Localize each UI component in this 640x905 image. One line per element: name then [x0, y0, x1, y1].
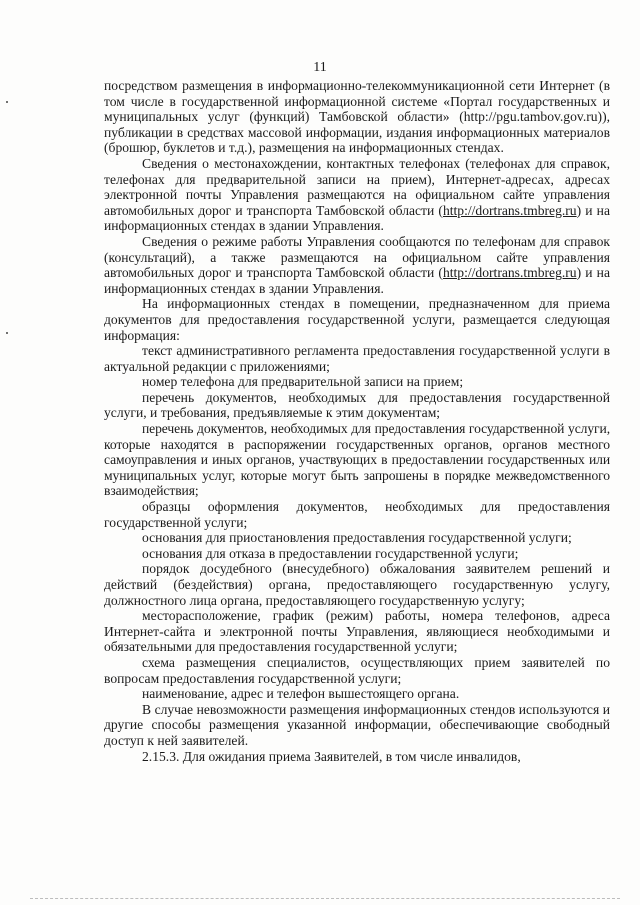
paragraph-text: ) и на информационных стендах в здании Управления. — [104, 265, 610, 296]
website-link[interactable]: http://dortrans.tmbreg.ru — [442, 265, 577, 281]
list-item: основания для отказа в предоставлении государственной услуги; — [142, 545, 519, 561]
scan-mark — [6, 101, 8, 103]
website-link[interactable]: http://dortrans.tmbreg.ru — [442, 202, 577, 218]
list-item: образцы оформления документов, необходимых для предоставления государственной услуги; — [104, 499, 610, 530]
list-item: номер телефона для предварительной записи на прием; — [142, 374, 464, 390]
paragraph — [104, 156, 610, 234]
paragraph-text: Сведения о режиме работы Управления сообщаются по телефонам для справок (консультаций), а также размещаются на официальном сайте управления автомобильных дорог и транспорта Тамбовской области ( — [104, 233, 610, 281]
list-item: текст административного регламента предоставления государственной услуги в актуальной редакции с приложениями; — [104, 343, 610, 374]
list-item: порядок досудебного (внесудебного) обжалования заявителем решений и действий (бездействия) органа, предоставляющего государственную услугу, должностного лица органа, предоставляющего государственную услугу; — [104, 561, 610, 608]
list-item: месторасположение, график (режим) работы, номера телефонов, адреса Интернет-сайта и электронной почты Управления, являющиеся необходимыми и обязательными для предоставления государственной услуги; — [104, 608, 610, 655]
list-item: схема размещения специалистов, осуществляющих прием заявителей по вопросам предоставления государственной услуги; — [104, 654, 610, 686]
paragraph: На информационных стендах в помещении, предназначенном для приема документов для предоставления государственной услуги, размещается следующая информация: — [104, 296, 610, 343]
list-item: перечень документов, необходимых для предоставления государственной услуги, которые находятся в распоряжении государственных органов, органов местного самоуправления и иных органов, участвующих в предоставлении государственных или муниципальных услуг, которые могут быть запрошены в порядке межведомственного взаимодействия; — [104, 421, 610, 499]
document-body — [104, 78, 610, 764]
paragraph: посредством размещения в информационно-телекоммуникационной сети Интернет (в том числе в государственной информационной системе «Портал государственных и муниципальных услуг (функций) Тамбовской области» (http://pgu.tambov.gov.ru)), публикации в средствах массовой информации, издания информационных материалов (брошюр, буклетов и т.д.), размещения на информационных стендах. — [104, 78, 610, 156]
paragraph: В случае невозможности размещения информационных стендов используются и другие способы размещения указанной информации, обеспечивающие свободный доступ к ней заявителей. — [104, 701, 610, 748]
list-item: основания для приостановления предоставления государственной услуги; — [142, 530, 572, 546]
paragraph — [104, 234, 610, 296]
paragraph: 2.15.3. Для ожидания приема Заявителей, в том числе инвалидов, — [142, 748, 521, 764]
scan-edge-line — [30, 898, 620, 899]
page-number: 11 — [313, 60, 327, 75]
scan-mark — [6, 332, 8, 334]
paragraph-text: ) и на информационных стендах в здании Управления. — [104, 202, 610, 234]
list-item: наименование, адрес и телефон вышестоящего органа. — [142, 686, 460, 702]
paragraph-text: Сведения о местонахождении, контактных телефонах (телефонах для справок, телефонах для предварительной записи на прием), Интернет-адресах, адресах электронной почты Управления размещаются на официальном сайте управления автомобильных дорог и транспорта Тамбовской области ( — [104, 155, 610, 218]
list-item: перечень документов, необходимых для предоставления государственной услуги, и требования, предъявляемые к этим документам; — [104, 389, 610, 421]
